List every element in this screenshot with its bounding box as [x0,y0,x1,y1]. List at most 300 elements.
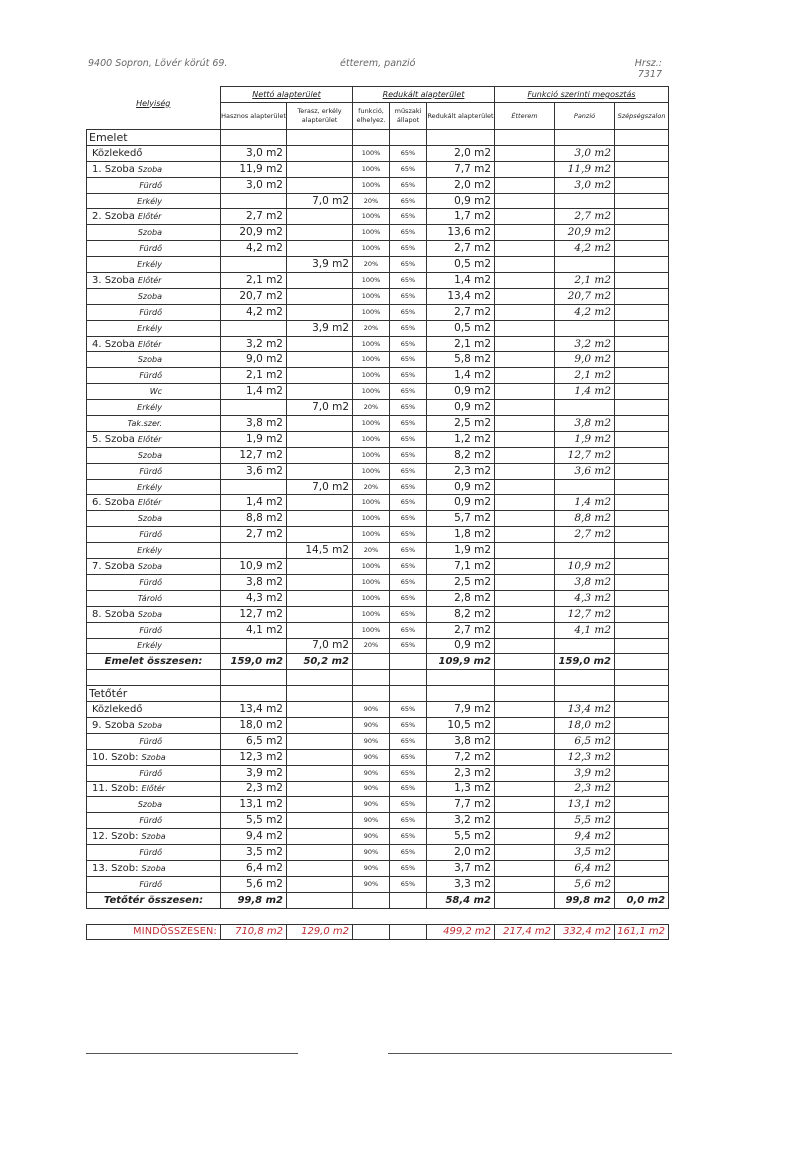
funkcio-pct-cell: 90% [353,876,390,892]
grand-total-terasz: 129,0 m2 [287,924,353,940]
muszaki-pct-cell: 65% [390,733,427,749]
szepseg-cell [615,384,669,400]
col-panzio: Panzió [555,103,615,130]
panzio-cell: 3,8 m2 [555,416,615,432]
redukalt-cell: 7,9 m2 [427,702,495,718]
area-table [86,86,669,940]
muszaki-pct-cell: 65% [390,400,427,416]
redukalt-cell: 2,7 m2 [427,622,495,638]
empty-cell [353,130,390,146]
subroom-name: Fürdő [87,527,221,543]
etterem-cell [495,320,555,336]
panzio-cell: 8,8 m2 [555,511,615,527]
terasz-cell [287,733,353,749]
redukalt-cell: 1,9 m2 [427,543,495,559]
subroom-name: Előtér [137,434,162,444]
gap-cell [615,670,669,686]
room-cell [87,559,221,575]
hasznos-cell: 3,2 m2 [221,336,287,352]
funkcio-pct-cell: 90% [353,765,390,781]
funkcio-pct-cell: 100% [353,416,390,432]
etterem-cell [495,574,555,590]
hasznos-cell: 8,8 m2 [221,511,287,527]
redukalt-cell: 13,6 m2 [427,225,495,241]
szepseg-cell [615,543,669,559]
hasznos-cell: 4,2 m2 [221,241,287,257]
hasznos-cell [221,193,287,209]
terasz-cell [287,559,353,575]
grand-total-row [87,924,669,940]
etterem-cell [495,225,555,241]
col-funkcio: Funkció szerinti megosztás [495,87,669,103]
funkcio-pct-cell: 100% [353,622,390,638]
muszaki-pct-cell: 65% [390,781,427,797]
subroom-name: Tak.szer. [87,416,221,432]
muszaki-pct-cell: 65% [390,304,427,320]
terasz-cell [287,590,353,606]
etterem-cell [495,702,555,718]
total-redukalt: 109,9 m2 [427,654,495,670]
section-total-row [87,892,669,908]
panzio-cell: 1,4 m2 [555,495,615,511]
terasz-cell [287,495,353,511]
table-row [87,622,669,638]
redukalt-cell: 2,0 m2 [427,177,495,193]
panzio-cell: 5,5 m2 [555,813,615,829]
etterem-cell [495,559,555,575]
terasz-cell: 7,0 m2 [287,400,353,416]
total-hasznos: 159,0 m2 [221,654,287,670]
subroom-name: Szoba [137,164,163,174]
funkcio-pct-cell: 100% [353,177,390,193]
hasznos-cell: 1,9 m2 [221,431,287,447]
col-redukalt-sub: Redukált alapterület [427,103,495,130]
terasz-cell: 7,0 m2 [287,638,353,654]
redukalt-cell: 3,3 m2 [427,876,495,892]
table-row [87,574,669,590]
panzio-cell: 20,9 m2 [555,225,615,241]
header-address: 9400 Sopron, Lövér körút 69. [88,58,228,69]
subroom-name: Fürdő [87,813,221,829]
muszaki-pct-cell: 65% [390,622,427,638]
section-total-label: Emelet összesen: [87,654,221,670]
hasznos-cell: 3,0 m2 [221,177,287,193]
subroom-name: Fürdő [87,241,221,257]
hasznos-cell [221,257,287,273]
terasz-cell [287,368,353,384]
etterem-cell [495,336,555,352]
muszaki-pct-cell: 65% [390,495,427,511]
muszaki-pct-cell: 65% [390,829,427,845]
empty-cell [287,686,353,702]
gap-cell [495,670,555,686]
redukalt-cell: 8,2 m2 [427,606,495,622]
hasznos-cell: 12,3 m2 [221,749,287,765]
subroom-name: Szoba [137,561,163,571]
etterem-cell [495,447,555,463]
room-cell [87,161,221,177]
hasznos-cell: 3,6 m2 [221,463,287,479]
col-funkcio-elhelyez: funkció, elhelyez. [353,103,390,130]
redukalt-cell: 0,9 m2 [427,638,495,654]
szepseg-cell [615,813,669,829]
terasz-cell [287,829,353,845]
room-name: 10. Szob: [92,751,139,763]
grand-total-redukalt: 499,2 m2 [427,924,495,940]
hasznos-cell: 2,1 m2 [221,273,287,289]
room-name: 6. Szoba [92,497,135,509]
subroom-name: Fürdő [87,463,221,479]
subroom-name: Fürdő [87,177,221,193]
table-row [87,177,669,193]
terasz-cell [287,860,353,876]
table-row [87,749,669,765]
muszaki-pct-cell: 65% [390,257,427,273]
szepseg-cell [615,765,669,781]
hasznos-cell: 3,8 m2 [221,574,287,590]
szepseg-cell [615,495,669,511]
szepseg-cell [615,257,669,273]
funkcio-pct-cell: 20% [353,479,390,495]
section-gap [87,908,669,924]
room-cell [87,606,221,622]
muszaki-pct-cell: 65% [390,860,427,876]
subroom-name: Fürdő [87,304,221,320]
room-name: Közlekedő [92,704,143,715]
empty-cell [427,130,495,146]
redukalt-cell: 0,5 m2 [427,320,495,336]
muszaki-pct-cell: 65% [390,177,427,193]
hasznos-cell [221,638,287,654]
gap-cell [615,908,669,924]
funkcio-pct-cell: 100% [353,431,390,447]
szepseg-cell [615,781,669,797]
gap-cell [353,670,390,686]
funkcio-pct-cell: 100% [353,161,390,177]
muszaki-pct-cell: 65% [390,431,427,447]
hasznos-cell: 13,4 m2 [221,702,287,718]
table-row [87,590,669,606]
redukalt-cell: 2,1 m2 [427,336,495,352]
etterem-cell [495,606,555,622]
table-row [87,479,669,495]
redukalt-cell: 13,4 m2 [427,288,495,304]
total-etterem [495,892,555,908]
terasz-cell [287,845,353,861]
hasznos-cell [221,320,287,336]
section-title-row [87,130,669,146]
room-name: 7. Szoba [92,560,135,572]
szepseg-cell [615,574,669,590]
gap-cell [555,670,615,686]
muszaki-pct-cell: 65% [390,638,427,654]
subroom-name: Előtér [137,212,162,222]
gap-cell [427,670,495,686]
szepseg-cell [615,797,669,813]
total-szepseg: 0,0 m2 [615,892,669,908]
hasznos-cell: 20,9 m2 [221,225,287,241]
panzio-cell: 4,2 m2 [555,304,615,320]
panzio-cell: 2,7 m2 [555,527,615,543]
etterem-cell [495,590,555,606]
subroom-name: Fürdő [87,574,221,590]
terasz-cell [287,606,353,622]
muszaki-pct-cell: 65% [390,273,427,289]
redukalt-cell: 5,8 m2 [427,352,495,368]
subroom-name: Előtér [137,339,162,349]
table-row [87,638,669,654]
gap-cell [495,908,555,924]
szepseg-cell [615,479,669,495]
redukalt-cell: 2,3 m2 [427,765,495,781]
muszaki-pct-cell: 65% [390,463,427,479]
room-name: 9. Szoba [92,719,135,731]
table-row [87,702,669,718]
funkcio-pct-cell: 100% [353,225,390,241]
empty-cell [390,130,427,146]
col-terasz: Terasz, erkély alapterület [287,103,353,130]
table-row [87,447,669,463]
table-row [87,352,669,368]
funkcio-pct-cell: 100% [353,336,390,352]
terasz-cell [287,527,353,543]
redukalt-cell: 2,7 m2 [427,304,495,320]
gap-cell [87,908,221,924]
etterem-cell [495,495,555,511]
total-redukalt: 58,4 m2 [427,892,495,908]
terasz-cell [287,352,353,368]
col-muszaki: műszaki állapot [390,103,427,130]
empty-cell [353,924,390,940]
muszaki-pct-cell: 65% [390,241,427,257]
redukalt-cell: 1,8 m2 [427,527,495,543]
muszaki-pct-cell: 65% [390,193,427,209]
panzio-cell: 9,0 m2 [555,352,615,368]
subroom-name: Előtér [141,784,166,794]
table-row [87,463,669,479]
funkcio-pct-cell: 90% [353,797,390,813]
hasznos-cell: 1,4 m2 [221,495,287,511]
hasznos-cell: 2,7 m2 [221,209,287,225]
funkcio-pct-cell: 100% [353,559,390,575]
empty-cell [390,892,427,908]
terasz-cell [287,574,353,590]
panzio-cell [555,638,615,654]
etterem-cell [495,845,555,861]
funkcio-pct-cell: 100% [353,606,390,622]
subroom-name: Fürdő [87,368,221,384]
etterem-cell [495,543,555,559]
panzio-cell: 13,4 m2 [555,702,615,718]
total-etterem [495,654,555,670]
col-redukalt: Redukált alapterület [353,87,495,103]
terasz-cell [287,161,353,177]
funkcio-pct-cell: 100% [353,368,390,384]
funkcio-pct-cell: 100% [353,590,390,606]
szepseg-cell [615,304,669,320]
section-title: Tetőtér [87,686,221,702]
header-function: étterem, panzió [340,58,416,69]
panzio-cell: 18,0 m2 [555,717,615,733]
header-hrsz: Hrsz.: 7317 [634,58,662,80]
table-row [87,495,669,511]
subroom-name: Előtér [137,498,162,508]
table-row [87,209,669,225]
hasznos-cell: 4,3 m2 [221,590,287,606]
muszaki-pct-cell: 65% [390,320,427,336]
etterem-cell [495,257,555,273]
muszaki-pct-cell: 65% [390,225,427,241]
szepseg-cell [615,463,669,479]
etterem-cell [495,145,555,161]
panzio-cell: 11,9 m2 [555,161,615,177]
funkcio-pct-cell: 90% [353,749,390,765]
empty-cell [353,892,390,908]
szepseg-cell [615,876,669,892]
subroom-name: Erkély [87,638,221,654]
funkcio-pct-cell: 90% [353,829,390,845]
table-row [87,765,669,781]
hasznos-cell: 5,6 m2 [221,876,287,892]
subroom-name: Szoba [137,720,163,730]
table-row [87,320,669,336]
total-panzio: 99,8 m2 [555,892,615,908]
etterem-cell [495,511,555,527]
gap-cell [221,908,287,924]
muszaki-pct-cell: 65% [390,845,427,861]
panzio-cell: 2,3 m2 [555,781,615,797]
muszaki-pct-cell: 65% [390,416,427,432]
hasznos-cell: 3,5 m2 [221,845,287,861]
terasz-cell [287,876,353,892]
panzio-cell: 1,9 m2 [555,431,615,447]
szepseg-cell [615,590,669,606]
muszaki-pct-cell: 65% [390,336,427,352]
szepseg-cell [615,447,669,463]
subroom-name: Szoba [87,511,221,527]
redukalt-cell: 1,4 m2 [427,368,495,384]
szepseg-cell [615,622,669,638]
col-helyiseg: Helyiség [87,87,221,130]
empty-cell [353,686,390,702]
szepseg-cell [615,193,669,209]
muszaki-pct-cell: 65% [390,702,427,718]
szepseg-cell [615,431,669,447]
szepseg-cell [615,829,669,845]
hasznos-cell: 13,1 m2 [221,797,287,813]
table-row [87,400,669,416]
szepseg-cell [615,209,669,225]
signature-line-right [388,1053,672,1054]
table-row [87,559,669,575]
muszaki-pct-cell: 65% [390,209,427,225]
room-cell [87,145,221,161]
subroom-name: Fürdő [87,845,221,861]
room-cell [87,431,221,447]
etterem-cell [495,638,555,654]
subroom-name: Szoba [141,752,166,762]
terasz-cell: 3,9 m2 [287,257,353,273]
funkcio-pct-cell: 100% [353,527,390,543]
terasz-cell [287,304,353,320]
subroom-name: Szoba [141,863,166,873]
muszaki-pct-cell: 65% [390,384,427,400]
muszaki-pct-cell: 65% [390,479,427,495]
redukalt-cell: 5,5 m2 [427,829,495,845]
etterem-cell [495,813,555,829]
funkcio-pct-cell: 90% [353,845,390,861]
szepseg-cell [615,161,669,177]
redukalt-cell: 3,7 m2 [427,860,495,876]
hasznos-cell: 18,0 m2 [221,717,287,733]
terasz-cell [287,717,353,733]
redukalt-cell: 7,7 m2 [427,797,495,813]
table-row [87,193,669,209]
muszaki-pct-cell: 65% [390,574,427,590]
table-row [87,368,669,384]
panzio-cell: 3,8 m2 [555,574,615,590]
muszaki-pct-cell: 65% [390,447,427,463]
terasz-cell [287,797,353,813]
terasz-cell [287,384,353,400]
terasz-cell [287,622,353,638]
terasz-cell: 14,5 m2 [287,543,353,559]
muszaki-pct-cell: 65% [390,288,427,304]
panzio-cell: 3,0 m2 [555,145,615,161]
hasznos-cell: 12,7 m2 [221,447,287,463]
etterem-cell [495,209,555,225]
room-name: 12. Szob: [92,831,139,843]
funkcio-pct-cell: 20% [353,320,390,336]
panzio-cell: 12,7 m2 [555,606,615,622]
muszaki-pct-cell: 65% [390,749,427,765]
szepseg-cell [615,336,669,352]
etterem-cell [495,860,555,876]
redukalt-cell: 5,7 m2 [427,511,495,527]
room-name: Közlekedő [92,147,143,159]
muszaki-pct-cell: 65% [390,527,427,543]
hasznos-cell: 11,9 m2 [221,161,287,177]
terasz-cell [287,813,353,829]
gap-cell [87,670,221,686]
table-row [87,416,669,432]
panzio-cell: 13,1 m2 [555,797,615,813]
szepseg-cell [615,702,669,718]
szepseg-cell [615,733,669,749]
funkcio-pct-cell: 90% [353,781,390,797]
room-name: 11. Szob: [92,783,139,795]
hasznos-cell: 2,7 m2 [221,527,287,543]
table-row [87,431,669,447]
hasznos-cell: 3,8 m2 [221,416,287,432]
terasz-cell [287,145,353,161]
szepseg-cell [615,860,669,876]
etterem-cell [495,733,555,749]
szepseg-cell [615,527,669,543]
room-cell [87,702,221,718]
subroom-name: Szoba [87,225,221,241]
empty-cell [390,654,427,670]
redukalt-cell: 7,7 m2 [427,161,495,177]
hasznos-cell: 12,7 m2 [221,606,287,622]
empty-cell [615,130,669,146]
redukalt-cell: 0,9 m2 [427,495,495,511]
hasznos-cell: 2,1 m2 [221,368,287,384]
subroom-name: Szoba [137,609,163,619]
redukalt-cell: 3,2 m2 [427,813,495,829]
table-row [87,145,669,161]
table-row [87,288,669,304]
